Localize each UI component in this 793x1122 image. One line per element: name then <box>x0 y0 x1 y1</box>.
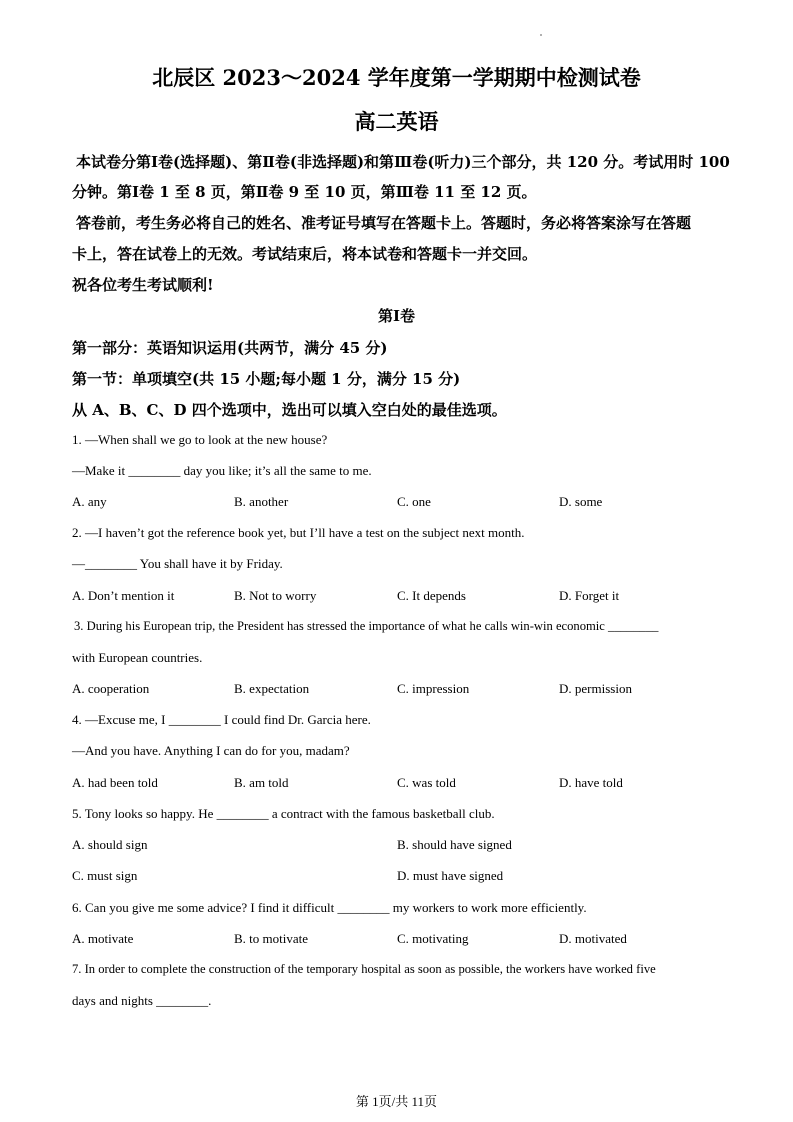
q6-option-c: C. motivating <box>397 931 469 946</box>
page-number: 第 1页/共 11页 <box>355 1094 438 1109</box>
q4-option-a: A. had been told <box>72 775 158 790</box>
part-one-heading: 第一部分：英语知识运用(共两节，满分 45 分) <box>72 339 388 357</box>
q2-option-a: A. Don’t mention it <box>72 588 175 603</box>
q3-stem-continued: with European countries. <box>72 650 203 665</box>
q1-option-a: A. any <box>72 494 107 509</box>
q1-reply: —Make it ________ day you like; it’s all the same to me. <box>72 463 372 478</box>
q2-reply: —________ You shall have it by Friday. <box>72 556 283 571</box>
q1-option-b: B. another <box>234 494 289 509</box>
instruction-line-2: 分钟。第Ⅰ卷 1 至 8 页，第Ⅱ卷 9 至 10 页，第Ⅲ卷 11 至 12 页。 <box>72 183 537 201</box>
volume-heading: 第Ⅰ卷 <box>377 307 416 325</box>
exam-title: 北辰区 2023～2024 学年度第一学期期中检测试卷 <box>152 65 641 90</box>
q1-option-c: C. one <box>397 494 431 509</box>
q4-option-c: C. was told <box>397 775 456 790</box>
q5-option-a: A. should sign <box>72 837 148 852</box>
exam-subject: 高二英语 <box>354 109 439 134</box>
q4-reply: —And you have. Anything I can do for you, madam? <box>72 743 350 758</box>
instruction-line-1: 本试卷分第Ⅰ卷(选择题)、第Ⅱ卷(非选择题)和第Ⅲ卷(听力)三个部分，共 120 分。考试用时 100 <box>76 153 730 171</box>
q3-option-b: B. expectation <box>234 681 310 696</box>
scan-speck <box>540 34 542 36</box>
q5-stem: 5. Tony looks so happy. He ________ a contract with the famous basketball club. <box>72 806 495 821</box>
q4-option-d: D. have told <box>559 775 623 790</box>
section-one-heading: 第一节：单项填空(共 15 小题;每小题 1 分，满分 15 分) <box>72 370 461 388</box>
q7-stem-continued: days and nights ________. <box>72 993 212 1008</box>
q4-stem: 4. —Excuse me, I ________ I could find Dr. Garcia here. <box>72 712 371 727</box>
q6-stem: 6. Can you give me some advice? I find it difficult ________ my workers to work more efficiently. <box>72 900 587 915</box>
instruction-line-3: 答卷前，考生务必将自己的姓名、准考证号填写在答题卡上。答题时，务必将答案涂写在答题 <box>76 214 692 232</box>
q3-option-a: A. cooperation <box>72 681 150 696</box>
q2-option-d: D. Forget it <box>559 588 620 603</box>
section-direction: 从 A、B、C、D 四个选项中，选出可以填入空白处的最佳选项。 <box>72 401 507 419</box>
q2-option-b: B. Not to worry <box>234 588 317 603</box>
instruction-line-4: 卡上，答在试卷上的无效。考试结束后，将本试卷和答题卡一并交回。 <box>72 245 538 263</box>
q5-option-c: C. must sign <box>72 868 138 883</box>
instruction-line-5: 祝各位考生考试顺利! <box>72 276 214 294</box>
q5-option-b: B. should have signed <box>397 837 512 852</box>
q6-option-d: D. motivated <box>559 931 627 946</box>
q4-option-b: B. am told <box>234 775 289 790</box>
q2-option-c: C. It depends <box>397 588 466 603</box>
q3-stem: 3. During his European trip, the President has stressed the importance of what he calls win-win economic ________ <box>74 619 659 633</box>
q6-option-a: A. motivate <box>72 931 134 946</box>
q3-option-c: C. impression <box>397 681 470 696</box>
q3-option-d: D. permission <box>559 681 632 696</box>
q2-stem: 2. —I haven’t got the reference book yet, but I’ll have a test on the subject next month. <box>72 525 525 540</box>
q6-option-b: B. to motivate <box>234 931 309 946</box>
q7-stem: 7. In order to complete the construction of the temporary hospital as soon as possible, the workers have worked five <box>72 962 656 976</box>
q1-stem: 1. —When shall we go to look at the new house? <box>72 432 328 447</box>
q5-option-d: D. must have signed <box>397 868 504 883</box>
q1-option-d: D. some <box>559 494 603 509</box>
